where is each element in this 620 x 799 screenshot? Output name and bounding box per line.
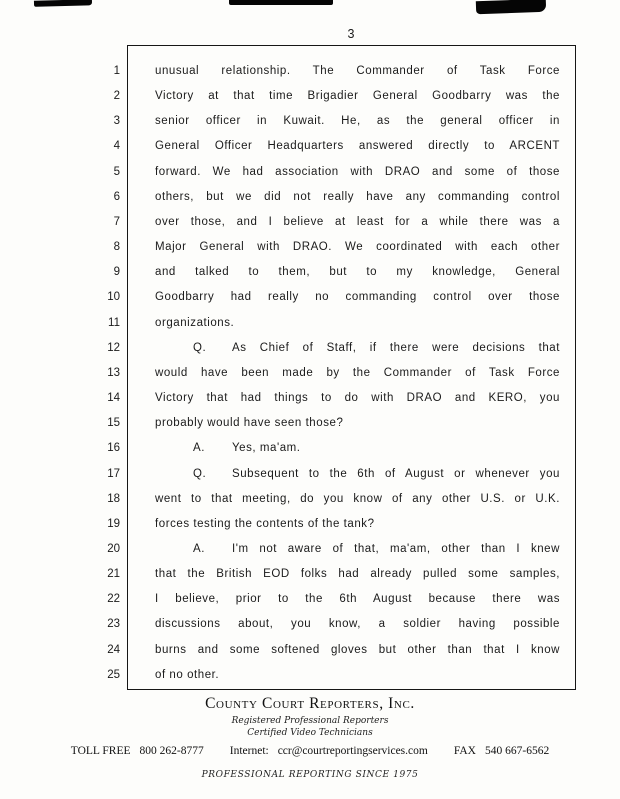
line-text: burns and some softened gloves but other than that I know xyxy=(155,643,560,656)
line-number: 21 xyxy=(107,568,120,581)
line-text: over those, and I believe at least for a while there was a xyxy=(155,215,560,228)
line-number: 3 xyxy=(113,115,120,128)
line-number: 12 xyxy=(107,341,120,354)
line-number: 18 xyxy=(107,492,120,505)
transcript-line xyxy=(0,663,620,688)
line-text: forward. We had association with DRAO and some of those xyxy=(155,165,560,178)
line-text: senior officer in Kuwait. He, as the general officer in xyxy=(155,115,560,128)
line-text: A. Yes, ma'am. xyxy=(155,436,620,461)
line-text: others, but we did not really have any commanding control xyxy=(155,190,560,203)
line-number: 6 xyxy=(113,190,120,203)
line-number: 8 xyxy=(113,241,120,254)
page-number: 3 xyxy=(347,27,356,41)
footer-since: PROFESSIONAL REPORTING SINCE 1975 xyxy=(201,770,419,780)
line-text: Goodbarry had really no commanding control over those xyxy=(155,291,560,304)
footer-taglines xyxy=(0,716,620,739)
transcript-line xyxy=(0,411,620,436)
line-number: 9 xyxy=(113,266,120,279)
transcript-line xyxy=(0,612,620,637)
transcript-line xyxy=(0,386,620,411)
transcript-line xyxy=(0,59,620,84)
transcript-line xyxy=(0,537,620,562)
line-number: 5 xyxy=(113,165,120,178)
transcript-line xyxy=(0,512,620,537)
qa-prefix: A. xyxy=(193,542,205,555)
scan-artifact xyxy=(34,0,92,7)
line-text: Q. As Chief of Staff, if there were decisions that xyxy=(155,336,620,361)
line-number: 17 xyxy=(107,467,120,480)
transcript-line xyxy=(0,487,620,512)
scan-artifact xyxy=(476,0,546,14)
line-number: 23 xyxy=(107,618,120,631)
line-text: Major General with DRAO. We coordinated with each other xyxy=(155,241,560,254)
fax-number: 540 667-6562 xyxy=(484,745,550,757)
transcript-line xyxy=(0,134,620,159)
toll-free-number: 800 262-8777 xyxy=(139,745,204,757)
line-text: A. I'm not aware of that, ma'am, other than I knew xyxy=(155,537,620,562)
footer-tagline-registered: Registered Professional Reporters xyxy=(231,716,389,726)
transcript-line xyxy=(0,361,620,386)
transcript-line xyxy=(0,160,620,185)
email-address: ccr@courtreportingservices.com xyxy=(277,745,428,757)
transcript-line xyxy=(0,336,620,361)
line-number: 10 xyxy=(107,291,120,304)
transcript-line xyxy=(0,109,620,134)
transcript-line xyxy=(0,84,620,109)
line-text: unusual relationship. The Commander of Task Force xyxy=(155,65,560,77)
qa-prefix: A. xyxy=(193,442,205,455)
line-text: probably would have seen those? xyxy=(155,417,344,430)
line-text: Q. Subsequent to the 6th of August or whenever you xyxy=(155,462,620,487)
line-text: organizations. xyxy=(155,316,235,329)
transcript-line xyxy=(0,562,620,587)
line-number: 19 xyxy=(107,517,120,530)
line-text: Victory at that time Brigadier General Goodbarry was the xyxy=(155,90,560,103)
line-text: that the British EOD folks had already pulled some samples, xyxy=(155,568,560,581)
line-text: and talked to them, but to my knowledge, General xyxy=(155,266,560,279)
company-name: County Court Reporters, Inc. xyxy=(205,695,415,712)
transcript-line xyxy=(0,436,620,461)
line-text: General Officer Headquarters answered directly to ARCENT xyxy=(155,140,560,153)
transcript-line xyxy=(0,285,620,310)
line-number: 11 xyxy=(108,316,120,329)
line-text: discussions about, you know, a soldier having possible xyxy=(155,618,560,631)
line-number: 1 xyxy=(113,65,120,77)
transcript-body xyxy=(0,59,620,688)
transcript-line xyxy=(0,311,620,336)
footer xyxy=(0,695,620,780)
transcript-line xyxy=(0,235,620,260)
qa-prefix: Q. xyxy=(193,341,207,354)
line-number: 16 xyxy=(107,442,120,455)
line-number: 4 xyxy=(113,140,120,153)
line-number: 7 xyxy=(113,215,120,228)
transcript-line xyxy=(0,638,620,663)
toll-free-label: TOLL FREE xyxy=(70,745,131,757)
line-number: 24 xyxy=(107,643,120,656)
footer-contact-line xyxy=(0,745,620,757)
transcript-line xyxy=(0,587,620,612)
scan-artifact xyxy=(229,0,333,5)
transcript-line xyxy=(0,260,620,285)
line-text: Victory that had things to do with DRAO and KERO, you xyxy=(155,392,560,405)
line-text: I believe, prior to the 6th August because there was xyxy=(155,593,560,606)
line-number: 22 xyxy=(107,593,120,606)
qa-prefix: Q. xyxy=(193,467,207,480)
line-number: 14 xyxy=(107,392,120,405)
transcript-line xyxy=(0,210,620,235)
line-text: went to that meeting, do you know of any other U.S. or U.K. xyxy=(155,492,560,505)
transcript-line xyxy=(0,462,620,487)
internet-label: Internet: xyxy=(229,745,269,757)
line-text: forces testing the contents of the tank? xyxy=(155,517,375,530)
line-number: 15 xyxy=(107,417,120,430)
fax-label: FAX xyxy=(453,745,476,757)
line-number: 25 xyxy=(107,668,120,681)
line-text: of no other. xyxy=(155,668,220,681)
line-number: 13 xyxy=(107,366,120,379)
footer-tagline-certified: Certified Video Technicians xyxy=(247,727,373,738)
transcript-line xyxy=(0,185,620,210)
line-text: would have been made by the Commander of Task Force xyxy=(155,366,560,379)
line-number: 2 xyxy=(113,90,120,103)
line-number: 20 xyxy=(107,542,120,555)
